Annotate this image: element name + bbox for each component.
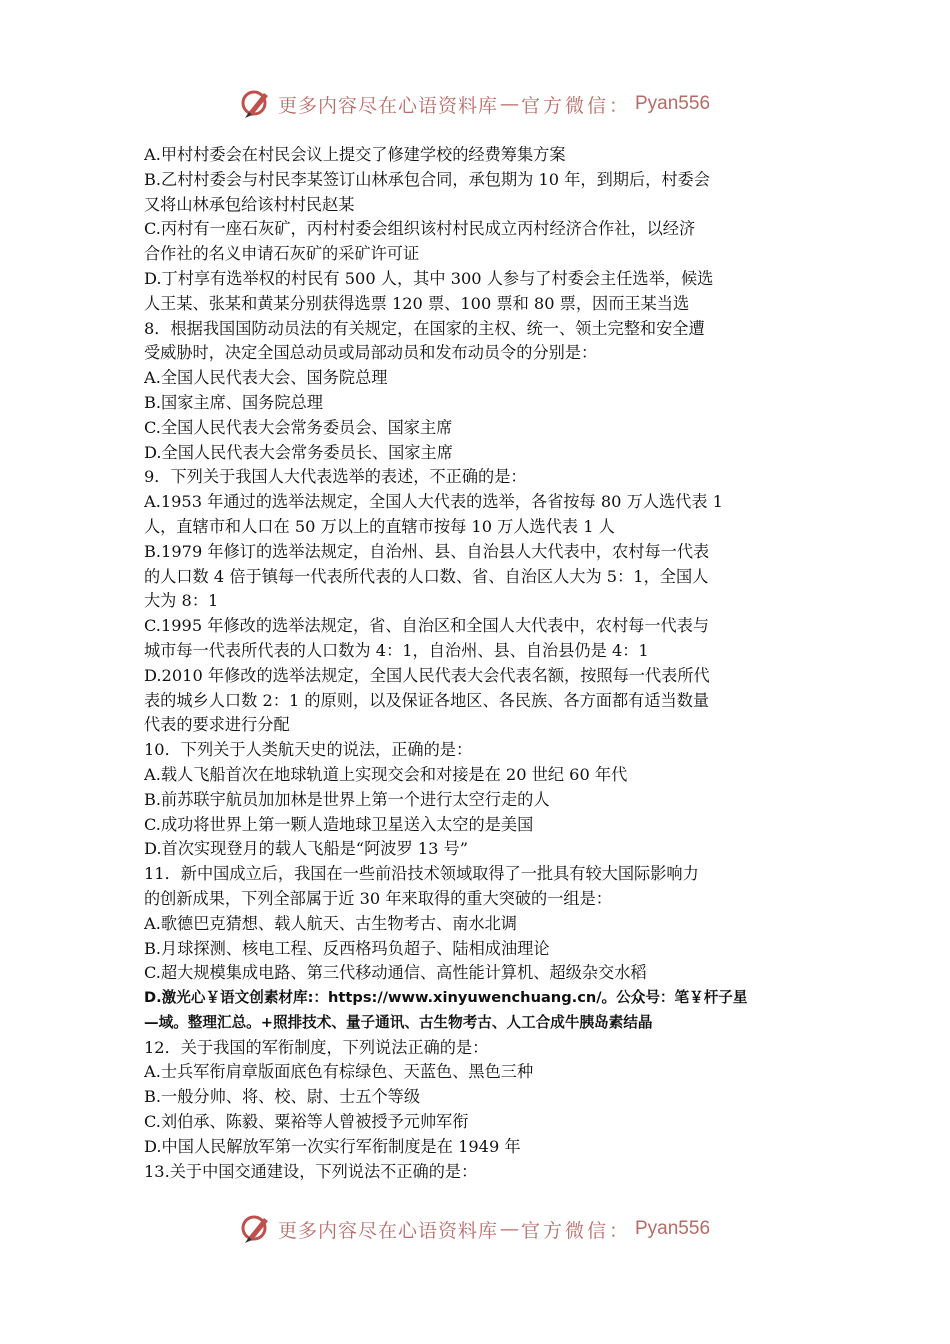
text-line: 代表的要求进行分配 — [144, 715, 290, 735]
banner-wechat-id: Pyan556 — [635, 1218, 711, 1239]
text-line: C.成功将世界上第一颗人造地球卫星送入太空的是美国 — [144, 814, 534, 834]
text-line: 9．下列关于我国人大代表选举的表述，不正确的是： — [144, 467, 527, 487]
text-line: 城市每一代表所代表的人口数为 4：1，自治州、县、自治县仍是 4：1 — [144, 640, 649, 660]
banner-wechat-label: 官方微信： — [520, 94, 631, 117]
text-line: B.1979 年修订的选举法规定，自治州、县、自治县人大代表中，农村每一代表 — [144, 541, 710, 561]
text-line: C.刘伯承、陈毅、粟裕等人曾被授予元帅军衔 — [144, 1112, 469, 1132]
text-line: 大为 8：1 — [144, 591, 219, 611]
text-line: 11．新中国成立后，我国在一些前沿技术领域取得了一批具有较大国际影响力 — [144, 864, 699, 884]
text-line: A.载人飞船首次在地球轨道上实现交会和对接是在 20 世纪 60 年代 — [144, 764, 628, 784]
text-line: 人，直辖市和人口在 50 万以上的直辖市按每 10 万人选代表 1 人 — [144, 516, 615, 536]
text-line: C.超大规模集成电路、第三代移动通信、高性能计算机、超级杂交水稻 — [144, 963, 647, 983]
text-line: B.国家主席、国务院总理 — [144, 392, 323, 412]
text-line: D.全国人民代表大会常务委员长、国家主席 — [144, 442, 453, 462]
banner-wechat-label: 官方微信： — [520, 1219, 631, 1242]
text-line: D.激光心￥语文创素材库:：https://www.xinyuwenchuang.cn/。公众号：笔￥杆子星 — [144, 989, 748, 1007]
text-line: 人王某、张某和黄某分别获得选票 120 票、100 票和 80 票，因而王某当选 — [144, 293, 690, 313]
text-line: B.乙村村委会与村民李某签订山林承包合同，承包期为 10 年，到期后，村委会 — [144, 169, 710, 189]
text-line: 受威胁时，决定全国总动员或局部动员和发布动员令的分别是： — [144, 343, 598, 363]
text-line: B.一般分帅、将、校、尉、士五个等级 — [144, 1087, 421, 1107]
text-line: 又将山林承包给该村村民赵某 — [144, 194, 355, 214]
text-line: 8．根据我国国防动员法的有关规定，在国家的主权、统一、领土完整和安全遭 — [144, 318, 705, 338]
text-line: 13.关于中国交通建设，下列说法不正确的是： — [144, 1161, 478, 1181]
text-line: 表的城乡人口数 2：1 的原则，以及保证各地区、各民族、各方面都有适当数量 — [144, 690, 710, 710]
text-line: —域。整理汇总。+照排技术、量子通讯、古生物考古、人工合成牛胰岛素结晶 — [144, 1013, 653, 1031]
text-line: D.中国人民解放军第一次实行军衔制度是在 1949 年 — [144, 1136, 521, 1156]
text-line: B.前苏联宇航员加加林是世界上第一个进行太空行走的人 — [144, 789, 550, 809]
text-line: A.全国人民代表大会、国务院总理 — [144, 368, 388, 388]
text-line: A.甲村村委会在村民会议上提交了修建学校的经费筹集方案 — [144, 145, 566, 164]
text-line: C.1995 年修改的选举法规定，省、自治区和全国人大代表中，农村每一代表与 — [144, 616, 710, 636]
header-watermark-banner — [0, 82, 950, 126]
text-line: A.1953 年通过的选举法规定，全国人大代表的选举，各省按每 80 万人选代表 1 — [144, 492, 723, 512]
pen-logo-icon — [240, 87, 274, 121]
banner-main-text: 更多内容尽在心语资料库 — [277, 1219, 498, 1242]
text-line: A.歌德巴克猜想、载人航天、古生物考古、南水北调 — [144, 913, 517, 933]
text-line: B.月球探测、核电工程、反西格玛负超子、陆相成油理论 — [144, 938, 550, 958]
text-line: D.2010 年修改的选举法规定，全国人民代表大会代表名额，按照每一代表所代 — [144, 665, 710, 685]
footer-watermark-banner — [0, 1207, 950, 1251]
text-line: 的人口数 4 倍于镇每一代表所代表的人口数、省、自治区人大为 5：1，全国人 — [144, 566, 709, 586]
text-line: 的创新成果，下列全部属于近 30 年来取得的重大突破的一组是： — [144, 888, 612, 908]
text-line: 12．关于我国的军衔制度，下列说法正确的是： — [144, 1037, 489, 1057]
text-line: C.丙村有一座石灰矿，丙村村委会组织该村村民成立丙村经济合作社，以经济 — [144, 219, 696, 239]
banner-separator: — — [499, 1218, 519, 1240]
text-line: 10．下列关于人类航天史的说法，正确的是： — [144, 740, 473, 760]
document-body — [144, 143, 808, 1184]
text-line: D.丁村享有选举权的村民有 500 人，其中 300 人参与了村委会主任选举，候选 — [144, 268, 714, 288]
banner-separator: — — [499, 93, 519, 115]
text-line: 合作社的名义申请石灰矿的采矿许可证 — [144, 244, 420, 264]
banner-main-text: 更多内容尽在心语资料库 — [277, 94, 498, 117]
text-line: C.全国人民代表大会常务委员会、国家主席 — [144, 417, 453, 437]
text-line: D.首次实现登月的载人飞船是“阿波罗 13 号” — [144, 839, 468, 859]
pen-logo-icon — [240, 1212, 274, 1246]
banner-wechat-id: Pyan556 — [635, 93, 711, 114]
text-line: A.士兵军衔肩章版面底色有棕绿色、天蓝色、黑色三种 — [144, 1062, 534, 1082]
